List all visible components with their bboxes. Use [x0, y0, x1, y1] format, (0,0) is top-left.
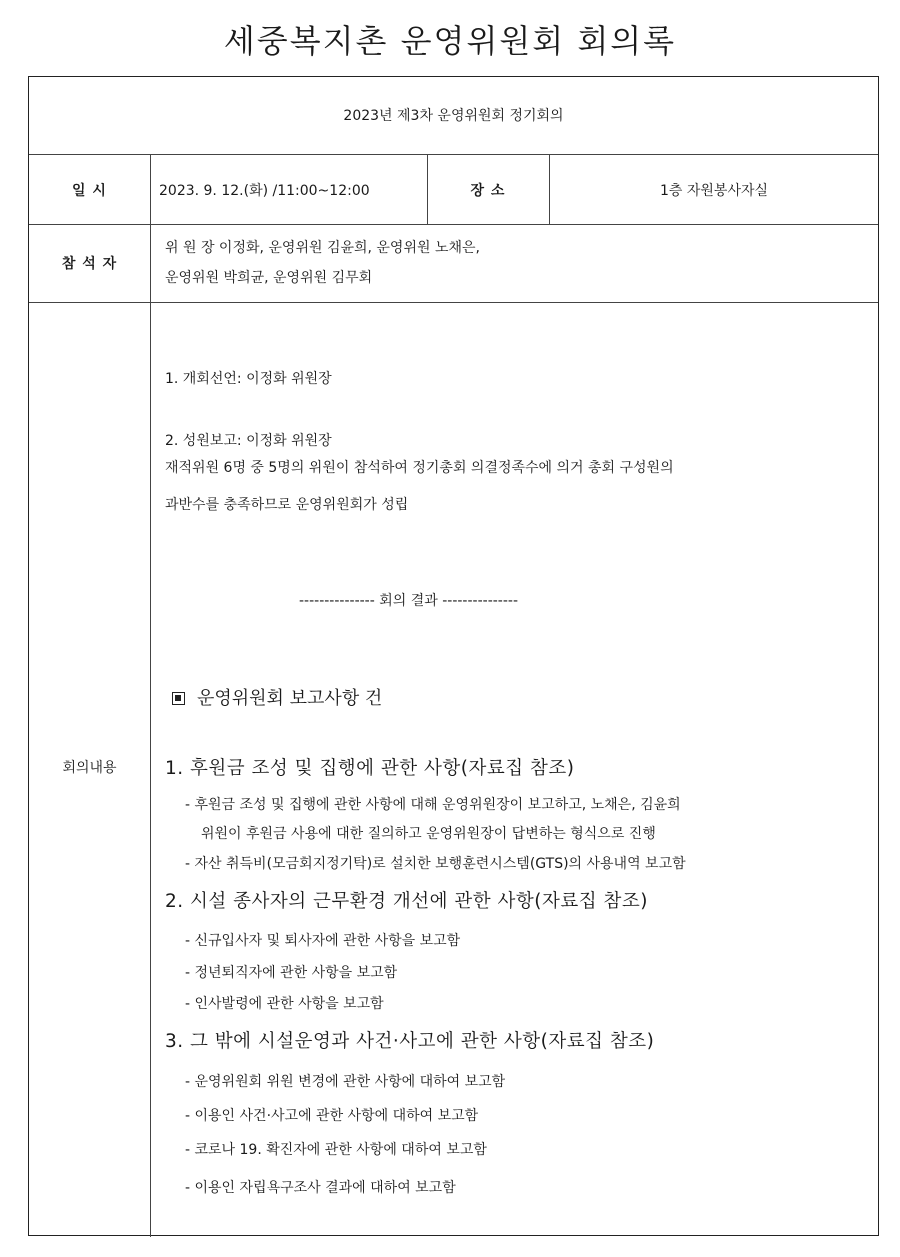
section-title: 운영위원회 보고사항 건 — [197, 688, 383, 709]
item-title: 2. 시설 종사자의 근무환경 개선에 관한 사항(자료집 참조) — [165, 891, 648, 912]
content-label: 회의내용 — [62, 760, 117, 776]
item-title: 1. 후원금 조성 및 집행에 관한 사항(자료집 참조) — [165, 758, 575, 779]
item-detail: 위원이 후원금 사용에 대한 질의하고 운영위원장이 답변하는 형식으로 진행 — [201, 826, 656, 842]
datetime-value: 2023. 9. 12.(화) /11:00~12:00 — [159, 183, 370, 199]
attendees-label: 참 석 자 — [61, 256, 118, 272]
item-detail: - 코로나 19. 확진자에 관한 사항에 대하여 보고함 — [185, 1142, 487, 1158]
attendees-line: 운영위원 박희균, 운영위원 김무회 — [165, 270, 373, 286]
place-label: 장 소 — [470, 183, 506, 199]
datetime-label: 일 시 — [72, 183, 107, 199]
column-divider — [150, 154, 151, 1237]
opening-line: 1. 개회선언: 이정화 위원장 — [165, 371, 332, 387]
item-detail: - 신규입사자 및 퇴사자에 관한 사항을 보고함 — [185, 933, 461, 949]
quorum-text: 과반수를 충족하므로 운영위원회가 성립 — [165, 497, 409, 513]
quorum-text: 재적위원 6명 중 5명의 위원이 참석하여 정기총회 의결정족수에 의거 총회 구성원의 — [165, 460, 674, 476]
row-divider — [29, 154, 878, 155]
item-detail: - 자산 취득비(모금회지정기탁)로 설치한 보행훈련시스템(GTS)의 사용내역 보고함 — [185, 856, 686, 872]
item-detail: - 인사발령에 관한 사항을 보고함 — [185, 996, 384, 1012]
results-divider: --------------- 회의 결과 --------------- — [299, 593, 518, 609]
item-detail: - 운영위원회 위원 변경에 관한 사항에 대하여 보고함 — [185, 1074, 506, 1090]
item-detail: - 후원금 조성 및 집행에 관한 사항에 대해 운영위원장이 보고하고, 노채은, 김윤희 — [185, 797, 681, 813]
document-title: 세중복지촌 운영위원회 회의록 — [223, 22, 677, 60]
quorum-title: 2. 성원보고: 이정화 위원장 — [165, 433, 332, 449]
place-value: 1층 자원봉사자실 — [659, 183, 769, 199]
row-divider — [29, 302, 878, 303]
item-detail: - 이용인 사건·사고에 관한 사항에 대하여 보고함 — [185, 1108, 479, 1124]
section-heading — [172, 684, 382, 710]
filled-square-icon — [172, 692, 185, 705]
item-detail: - 정년퇴직자에 관한 사항을 보고함 — [185, 965, 398, 981]
item-title: 3. 그 밖에 시설운영과 사건·사고에 관한 사항(자료집 참조) — [165, 1031, 655, 1052]
item-detail: - 이용인 자립욕구조사 결과에 대하여 보고함 — [185, 1180, 456, 1196]
row-divider — [29, 224, 878, 225]
meeting-title: 2023년 제3차 운영위원회 정기회의 — [343, 108, 564, 124]
attendees-line: 위 원 장 이정화, 운영위원 김윤희, 운영위원 노채은, — [165, 240, 480, 256]
minutes-table — [28, 76, 879, 1236]
